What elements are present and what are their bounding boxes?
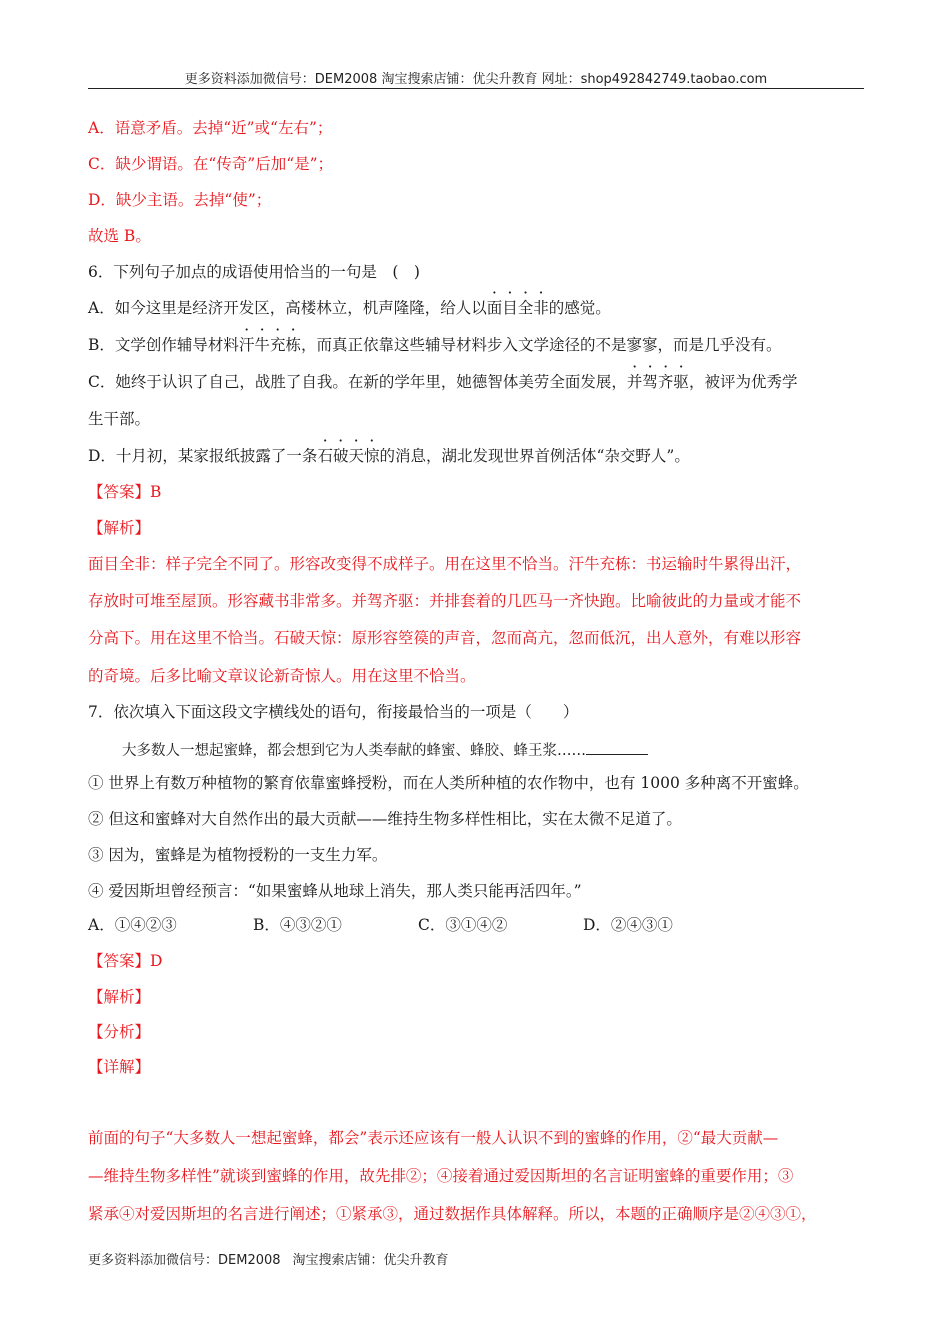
q7-detail-line: —维持生物多样性”就谈到蜜蜂的作用，故先排②；④接着通过爱因斯坦的名言证明蜜蜂的重要作用；③ — [88, 1167, 794, 1185]
q6-c-post: ，被评为优秀学 — [688, 373, 798, 391]
dotted-char: 汗 — [238, 336, 255, 354]
q6-option-d — [88, 446, 690, 466]
q6-option-c — [88, 372, 797, 392]
prev-answer-d: D．缺少主语。去掉“使”； — [88, 191, 272, 209]
q7-option-d: D．②④③① — [583, 916, 673, 934]
page-header: 更多资料添加微信号：DEM2008 淘宝搜索店铺：优尖升教育 网址：shop492842749.taobao.com — [184, 72, 768, 87]
q7-option-c: C．③①④② — [418, 916, 508, 934]
footer-wechat: 更多资料添加微信号：DEM2008 — [88, 1253, 281, 1268]
q6-d-pre: D．十月初，某家报纸披露了一条 — [88, 447, 318, 465]
prev-answer-choice: 故选 B。 — [88, 227, 151, 245]
dotted-char: 齐 — [657, 373, 674, 391]
q6-analysis-line: 面目全非：样子完全不同了。形容改变得不成样子。用在这里不恰当。汗牛充栋：书运输时牛累得出汗， — [88, 555, 802, 573]
dotted-char: 非 — [533, 299, 549, 317]
answer-label: 【答案】 — [88, 952, 151, 970]
q7-sentence-4: ④ 爱因斯坦曾经预言：“如果蜜蜂从地球上消失，那人类只能再活四年。” — [88, 882, 582, 900]
dotted-char: 驾 — [642, 373, 658, 391]
dotted-char: 驱 — [673, 373, 689, 391]
q7-xiangjie-label: 【详解】 — [88, 1058, 151, 1076]
dotted-char: 牛 — [254, 336, 270, 354]
dotted-char: 破 — [332, 447, 349, 465]
q6-analysis-line: 分高下。用在这里不恰当。石破天惊：原形容箜篌的声音，忽而高亢，忽而低沉，出人意外，有难以形容 — [88, 629, 802, 647]
q7-option-a: A．①④②③ — [88, 916, 177, 934]
dotted-char: 全 — [517, 299, 534, 317]
q6-analysis-line: 存放时可堆至屋顶。形容藏书非常多。并驾齐驱：并排套着的几匹马一齐快跑。比喻彼此的力量或才能不 — [88, 592, 802, 610]
q6-option-c-cont: 生干部。 — [88, 410, 151, 428]
page-footer — [88, 1249, 449, 1268]
dotted-char: 栋 — [285, 336, 301, 354]
prev-answer-c: C．缺少谓语。在“传奇”后加“是”； — [88, 155, 334, 173]
q7-sentence-3: ③ 因为，蜜蜂是为植物授粉的一支生力军。 — [88, 846, 388, 864]
q7-analysis-label: 【解析】 — [88, 988, 151, 1006]
footer-shop: 淘宝搜索店铺：优尖升教育 — [292, 1253, 449, 1268]
dotted-char: 惊 — [363, 447, 380, 465]
q6-b-pre: B．文学创作辅导材料 — [88, 336, 239, 354]
q6-a-post: 的感觉。 — [548, 299, 611, 317]
answer-label: 【答案】 — [88, 483, 151, 501]
dotted-char: 目 — [502, 299, 518, 317]
q6-option-a — [88, 298, 611, 318]
q6-a-pre: A．如今这里是经济开发区，高楼林立，机声隆隆，给人以 — [88, 299, 487, 317]
q6-c-pre: C．她终于认识了自己，战胜了自我。在新的学年里，她德智体美劳全面发展， — [88, 373, 627, 391]
q7-stem: 7．依次填入下面这段文字横线处的语句，衔接最恰当的一项是（ ） — [88, 703, 579, 721]
q7-options — [88, 915, 748, 935]
dotted-char: 充 — [269, 336, 286, 354]
q6-answer — [88, 482, 161, 502]
dotted-char: 面 — [486, 299, 503, 317]
q7-detail-line: 紧承④对爱因斯坦的名言进行阐述；①紧承③，通过数据作具体解释。所以，本题的正确顺序是②④③①， — [88, 1205, 817, 1223]
q7-passage-text: 大多数人一想起蜜蜂，都会想到它为人类奉献的蜂蜜、蜂胶、蜂王浆…… — [122, 743, 586, 759]
answer-value: D — [150, 952, 163, 970]
dotted-char: 并 — [626, 373, 643, 391]
q6-analysis-label: 【解析】 — [88, 519, 151, 537]
dotted-char: 天 — [348, 447, 364, 465]
fill-blank — [586, 738, 648, 755]
dotted-char: 石 — [317, 447, 333, 465]
q6-b-post: ，而真正依靠这些辅导材料步入文学途径的不是寥寥，而是几乎没有。 — [300, 336, 782, 354]
q6-analysis-line: 的奇境。后多比喻文章议论新奇惊人。用在这里不恰当。 — [88, 667, 476, 685]
q7-passage — [122, 738, 648, 761]
q7-detail-line: 前面的句子“大多数人一想起蜜蜂，都会”表示还应该有一般人认识不到的蜜蜂的作用，②“最大贡献— — [88, 1129, 779, 1147]
q6-option-b — [88, 335, 781, 355]
header-divider — [88, 88, 864, 89]
q7-fenxi-label: 【分析】 — [88, 1023, 151, 1041]
q7-sentence-2: ② 但这和蜜蜂对大自然作出的最大贡献——维持生物多样性相比，实在太微不足道了。 — [88, 810, 682, 828]
q7-sentence-1: ① 世界上有数万种植物的繁育依靠蜜蜂授粉，而在人类所种植的农作物中，也有 1000 多种离不开蜜蜂。 — [88, 774, 809, 792]
q6-stem: 6．下列句子加点的成语使用恰当的一句是 ( ) — [88, 263, 420, 281]
prev-answer-a: A．语意矛盾。去掉“近”或“左右”； — [88, 119, 333, 137]
q7-answer — [88, 951, 162, 971]
answer-value: B — [150, 483, 162, 501]
q6-d-post: 的消息，湖北发现世界首例活体“杂交野人”。 — [379, 447, 690, 465]
q7-option-b: B．④③②① — [253, 916, 342, 934]
